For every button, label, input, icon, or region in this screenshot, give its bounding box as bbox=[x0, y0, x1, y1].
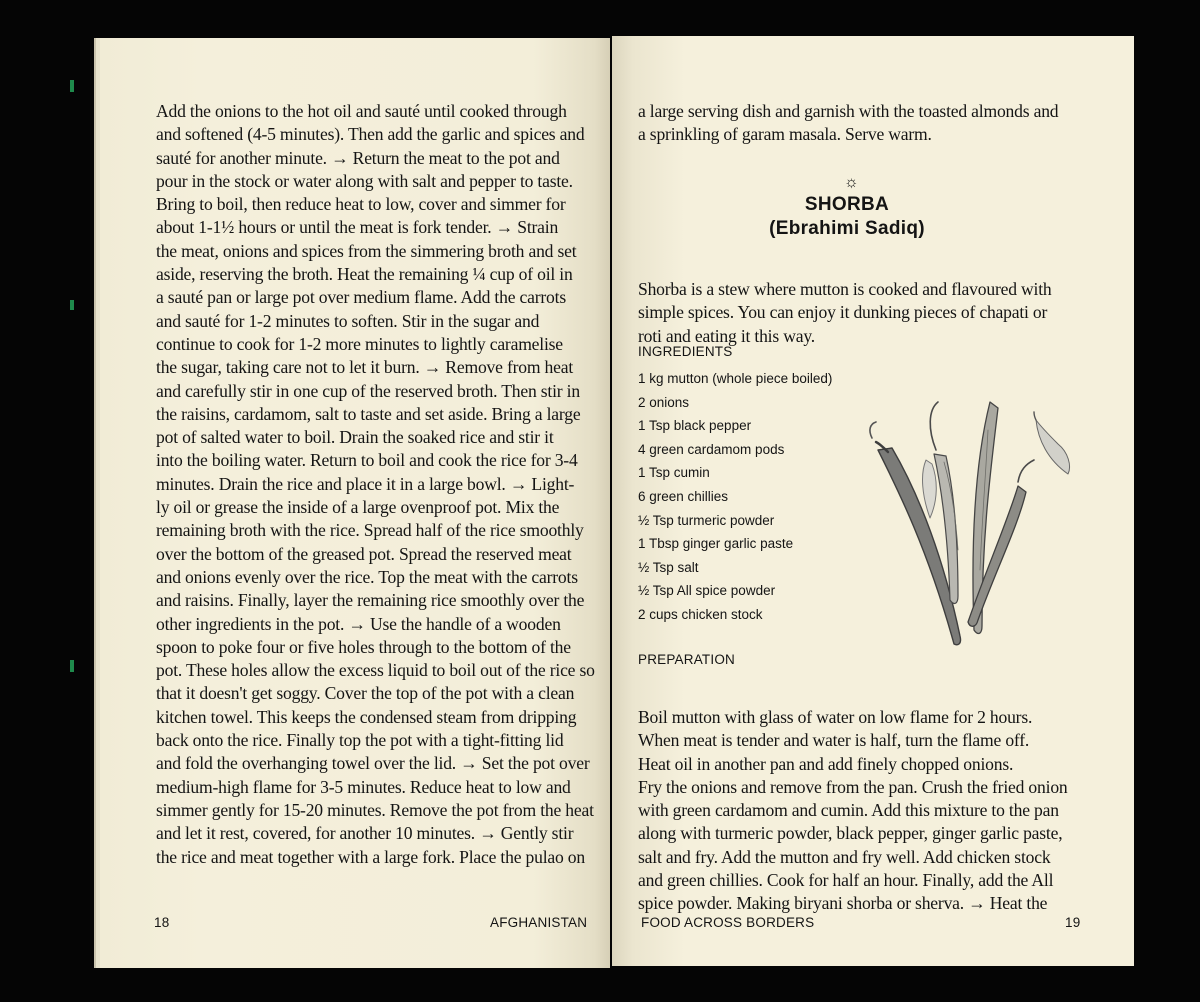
ingredient-item: ½ Tsp turmeric powder bbox=[638, 512, 775, 528]
body-line: Add the onions to the hot oil and sauté until cooked through bbox=[156, 101, 567, 121]
body-line: pot of salted water to boil. Drain the soaked rice and stir it bbox=[156, 427, 554, 448]
body-line: the raisins, cardamom, salt to taste and set aside. Bring a large bbox=[156, 403, 581, 424]
preparation-line: and green chillies. Cook for half an hour. Finally, add the All bbox=[638, 870, 1054, 891]
recipe-author: (Ebrahimi Sadiq) bbox=[769, 218, 925, 239]
body-line: continue to cook for 1-2 more minutes to lightly caramelise bbox=[156, 333, 563, 354]
continuation-text bbox=[638, 100, 1118, 147]
right-page bbox=[612, 36, 1134, 966]
body-line: back onto the rice. Finally top the pot with a tight-fitting lid bbox=[156, 730, 564, 751]
body-line: a sprinkling of garam masala. Serve warm. bbox=[638, 124, 932, 145]
preparation-line: Heat oil in another pan and add finely chopped onions. bbox=[638, 753, 1014, 774]
ingredient-item: 1 Tbsp ginger garlic paste bbox=[638, 536, 794, 552]
ingredient-item: 2 onions bbox=[638, 394, 690, 410]
ingredient-item: 1 Tsp black pepper bbox=[638, 418, 752, 434]
chilli-drawing bbox=[870, 402, 1070, 645]
preparation-line: Boil mutton with glass of water on low flame for 2 hours. bbox=[638, 707, 1033, 727]
running-head: AFGHANISTAN bbox=[490, 915, 588, 930]
body-line: Bring to boil, then reduce heat to low, cover and simmer for bbox=[156, 194, 566, 215]
ingredient-list bbox=[638, 367, 832, 627]
body-line: pour in the stock or water along with salt and pepper to taste. bbox=[156, 170, 573, 191]
page-edge-mark bbox=[70, 80, 74, 92]
body-line: and raisins. Finally, layer the remaining rice smoothly over the bbox=[156, 590, 585, 611]
preparation-text bbox=[638, 706, 1118, 916]
preparation-line: Fry the onions and remove from the pan. Crush the fried onion bbox=[638, 776, 1068, 797]
body-line: and let it rest, covered, for another 10 minutes. → Gently stir bbox=[156, 823, 574, 844]
body-line: that it doesn't get soggy. Cover the top of the pot with a clean bbox=[156, 683, 575, 704]
page-number: 19 bbox=[1065, 915, 1081, 930]
body-line: about 1-1½ hours or until the meat is fork tender. → Strain bbox=[156, 217, 559, 238]
body-line: the meat, onions and spices from the simmering broth and set bbox=[156, 240, 577, 261]
left-page bbox=[100, 38, 610, 968]
body-line: a sauté pan or large pot over medium flame. Add the carrots bbox=[156, 287, 566, 308]
intro-line: simple spices. You can enjoy it dunking pieces of chapati or bbox=[638, 302, 1048, 323]
recipe-intro bbox=[638, 278, 1118, 348]
body-line: the rice and meat together with a large fork. Place the pulao on bbox=[156, 846, 585, 867]
preparation-line: spice powder. Making biryani shorba or sherva. → Heat the bbox=[638, 893, 1048, 914]
body-line: medium-high flame for 3-5 minutes. Reduce heat to low and bbox=[156, 776, 571, 797]
ingredient-item: 1 Tsp cumin bbox=[638, 465, 710, 481]
recipe-title: SHORBA bbox=[804, 194, 890, 215]
body-line: simmer gently for 15-20 minutes. Remove the pot from the heat bbox=[156, 799, 594, 820]
body-line: and fold the overhanging towel over the lid. → Set the pot over bbox=[156, 753, 590, 774]
body-line: over the bottom of the greased pot. Spread the reserved meat bbox=[156, 543, 572, 564]
body-line: kitchen towel. This keeps the condensed steam from dripping bbox=[156, 706, 577, 727]
ingredient-item: ½ Tsp salt bbox=[638, 559, 699, 575]
body-line: aside, reserving the broth. Heat the remaining ¼ cup of oil in bbox=[156, 264, 573, 285]
intro-line: roti and eating it this way. bbox=[638, 325, 815, 346]
body-line: and carefully stir in one cup of the reserved broth. Then stir in bbox=[156, 380, 580, 401]
body-line: a large serving dish and garnish with the toasted almonds and bbox=[638, 101, 1059, 121]
body-line: remaining broth with the rice. Spread half of the rice smoothly bbox=[156, 520, 584, 541]
body-line: and sauté for 1-2 minutes to soften. Stir in the sugar and bbox=[156, 310, 540, 331]
body-line: minutes. Drain the rice and place it in a large bowl. → Light- bbox=[156, 473, 575, 494]
preparation-line: along with turmeric powder, black pepper, ginger garlic paste, bbox=[638, 823, 1063, 844]
body-line: sauté for another minute. → Return the meat to the pot and bbox=[156, 147, 560, 168]
ingredient-item: 2 cups chicken stock bbox=[638, 606, 763, 622]
page-edge-mark bbox=[70, 300, 74, 310]
ingredient-item: ½ Tsp All spice powder bbox=[638, 583, 776, 599]
ingredient-item: 6 green chillies bbox=[638, 488, 729, 504]
sun-ornament-icon: ☼ bbox=[844, 174, 859, 191]
body-line: into the boiling water. Return to boil and cook the rice for 3-4 bbox=[156, 450, 578, 471]
preparation-line: salt and fry. Add the mutton and fry well. Add chicken stock bbox=[638, 846, 1051, 867]
ingredient-item: 4 green cardamom pods bbox=[638, 441, 785, 457]
running-head: FOOD ACROSS BORDERS bbox=[641, 915, 815, 930]
body-line: spoon to poke four or five holes through to the bottom of the bbox=[156, 636, 571, 657]
chillies-illustration-icon bbox=[858, 400, 1088, 650]
page-number: 18 bbox=[154, 915, 170, 930]
page-edge-mark bbox=[70, 660, 74, 672]
left-body-text bbox=[156, 100, 596, 869]
preparation-line: When meat is tender and water is half, turn the flame off. bbox=[638, 730, 1030, 751]
body-line: and onions evenly over the rice. Top the meat with the carrots bbox=[156, 566, 578, 587]
body-line: ly oil or grease the inside of a large ovenproof pot. Mix the bbox=[156, 497, 560, 518]
body-line: other ingredients in the pot. → Use the handle of a wooden bbox=[156, 613, 561, 634]
ingredients-heading: INGREDIENTS bbox=[638, 344, 733, 359]
body-line: and softened (4-5 minutes). Then add the garlic and spices and bbox=[156, 124, 585, 145]
preparation-line: with green cardamom and cumin. Add this mixture to the pan bbox=[638, 800, 1059, 821]
intro-line: Shorba is a stew where mutton is cooked and flavoured with bbox=[638, 279, 1052, 299]
preparation-heading: PREPARATION bbox=[638, 652, 735, 667]
body-line: pot. These holes allow the excess liquid to boil out of the rice so bbox=[156, 660, 595, 681]
body-line: the sugar, taking care not to let it burn. → Remove from heat bbox=[156, 357, 574, 378]
ingredient-item: 1 kg mutton (whole piece boiled) bbox=[638, 371, 833, 386]
